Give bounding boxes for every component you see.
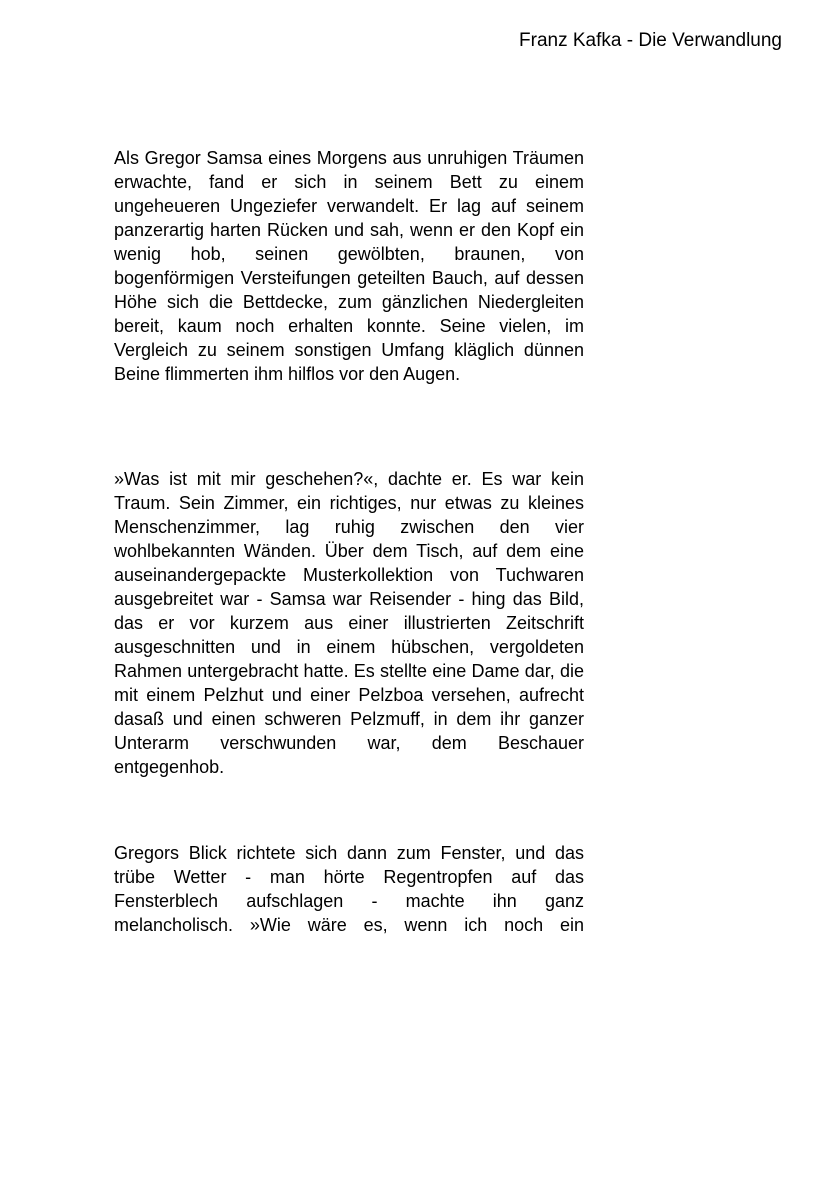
paragraph-3: Gregors Blick richtete sich dann zum Fenster, und das trübe Wetter - man hörte Regentropfen auf das Fensterblech aufschlagen - machte ihn ganz melancholisch. »Wie wäre es, wenn ich noch ein: [114, 843, 584, 935]
paragraph-2: »Was ist mit mir geschehen?«, dachte er. Es war kein Traum. Sein Zimmer, ein richtiges, nur etwas zu kleines Menschenzimmer, lag ruhig zwischen den vier wohlbekannten Wänden. Über dem Tisch, auf dem eine auseinandergepackte Musterkollektion von Tuchwaren ausgebreitet war - Samsa war Reisender - hing das Bild, das er vor kurzem aus einer illustrierten Zeitschrift ausgeschnitten und in einem hübschen, vergoldeten Rahmen untergebracht hatte. Es stellte eine Dame dar, die mit einem Pelzhut und einer Pelzboa versehen, aufrecht dasaß und einen schweren Pelzmuff, in dem ihr ganzer Unterarm verschwunden war, dem Beschauer entgegenhob.: [114, 469, 584, 777]
running-header: Franz Kafka - Die Verwandlung: [519, 30, 782, 51]
paragraph-1: Als Gregor Samsa eines Morgens aus unruhigen Träumen erwachte, fand er sich in seinem Bett zu einem ungeheueren Ungeziefer verwandelt. Er lag auf seinem panzerartig harten Rücken und sah, wenn er den Kopf ein wenig hob, seinen gewölbten, braunen, von bogenförmigen Versteifungen geteilten Bauch, auf dessen Höhe sich die Bettdecke, zum gänzlichen Niedergleiten bereit, kaum noch erhalten konnte. Seine vielen, im Vergleich zu seinem sonstigen Umfang kläglich dünnen Beine flimmerten ihm hilflos vor den Augen.: [114, 148, 584, 384]
